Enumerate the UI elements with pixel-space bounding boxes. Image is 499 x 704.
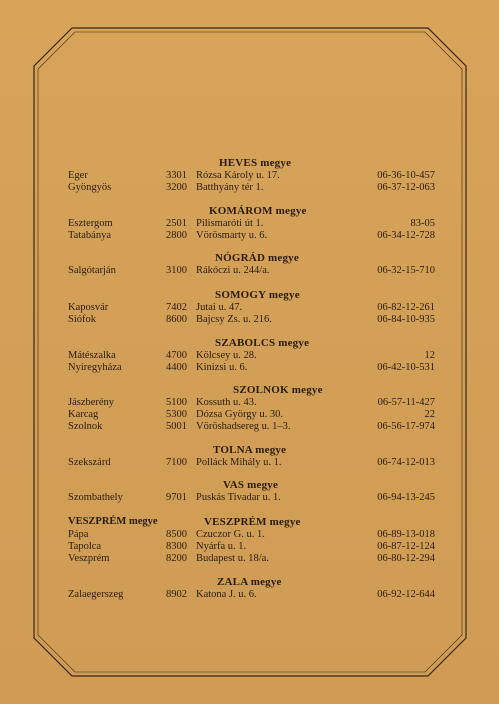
street-address: Kossuth u. 43. (196, 397, 257, 408)
county-heading: NÓGRÁD megye (215, 252, 299, 264)
county-heading: SOMOGY megye (215, 289, 300, 301)
city-name: Gyöngyös (68, 182, 112, 193)
list-item (0, 170, 499, 182)
county-heading: SZABOLCS megye (215, 337, 310, 349)
county-heading: VESZPRÉM megye (204, 516, 301, 528)
city-name: Salgótarján (68, 265, 116, 276)
street-address: Polláck Mihály u. 1. (196, 457, 282, 468)
postal-code: 4700 (166, 350, 187, 361)
list-item (0, 182, 499, 194)
phone-number: 06-34-12-728 (377, 230, 435, 241)
street-address: Czuczor G. u. 1. (196, 529, 265, 540)
phone-number: 06-37-12-063 (377, 182, 435, 193)
phone-number: 12 (424, 350, 435, 361)
county-heading: VAS megye (223, 479, 279, 491)
city-name: Eger (68, 170, 88, 181)
postal-code: 8300 (166, 541, 187, 552)
city-name: Veszprém (68, 553, 110, 564)
phone-number: 06-80-12-294 (377, 553, 435, 564)
phone-number: 22 (424, 409, 435, 420)
list-item (0, 457, 499, 469)
phone-number: 83-05 (410, 218, 435, 229)
list-item (0, 350, 499, 362)
list-item (0, 553, 499, 565)
street-address: Puskás Tivadar u. 1. (196, 492, 281, 503)
city-name: Siófok (68, 314, 97, 325)
street-address: Jutai u. 47. (196, 302, 243, 313)
city-name: Nyíregyháza (68, 362, 122, 373)
postal-code: 7100 (166, 457, 187, 468)
postal-code: 8500 (166, 529, 187, 540)
city-name: Karcag (68, 409, 99, 420)
city-name: Mátészalka (68, 350, 116, 361)
phone-number: 06-32-15-710 (377, 265, 435, 276)
postal-code: 2501 (166, 218, 187, 229)
list-item (0, 218, 499, 230)
county-heading: SZOLNOK megye (233, 384, 323, 396)
list-item (0, 302, 499, 314)
street-address: Pilismaróti út 1. (196, 218, 264, 229)
postal-code: 9701 (166, 492, 187, 503)
street-address: Kinizsi u. 6. (196, 362, 248, 373)
phone-number: 06-74-12-013 (377, 457, 435, 468)
street-address: Vörösmarty u. 6. (196, 230, 268, 241)
city-name: Zalaegerszeg (68, 589, 124, 600)
list-item (0, 362, 499, 374)
street-address: Kölcsey u. 28. (196, 350, 257, 361)
street-address: Rákóczi u. 244/a. (196, 265, 270, 276)
county-label-left: VESZPRÉM megye (68, 516, 158, 527)
phone-number: 06-82-12-261 (377, 302, 435, 313)
postal-code: 5001 (166, 421, 187, 432)
phone-number: 06-84-10-935 (377, 314, 435, 325)
city-name: Esztergom (68, 218, 113, 229)
postal-code: 2800 (166, 230, 187, 241)
county-heading: KOMÁROM megye (209, 205, 307, 217)
phone-number: 06-92-12-644 (377, 589, 435, 600)
street-address: Dózsa György u. 30. (196, 409, 284, 420)
postal-code: 3301 (166, 170, 187, 181)
street-address: Rózsa Károly u. 17. (196, 170, 280, 181)
city-name: Szekszárd (68, 457, 111, 468)
list-item (0, 265, 499, 277)
phone-number: 06-42-10-531 (377, 362, 435, 373)
postal-code: 8600 (166, 314, 187, 325)
street-address: Budapest u. 18/a. (196, 553, 269, 564)
county-heading-row (0, 516, 499, 528)
list-item (0, 397, 499, 409)
phone-number: 06-36-10-457 (377, 170, 435, 181)
list-item (0, 421, 499, 433)
county-heading: TOLNA megye (213, 444, 287, 456)
city-name: Kaposvár (68, 302, 109, 313)
postal-code: 8902 (166, 589, 187, 600)
street-address: Batthyány tér 1. (196, 182, 264, 193)
list-item (0, 409, 499, 421)
phone-number: 06-56-17-974 (377, 421, 435, 432)
city-name: Szombathely (68, 492, 123, 503)
street-address: Katona J. u. 6. (196, 589, 257, 600)
county-heading: HEVES megye (219, 157, 292, 169)
phone-number: 06-94-13-245 (377, 492, 435, 503)
county-heading: ZALA megye (217, 576, 282, 588)
city-name: Tapolca (68, 541, 102, 552)
phone-number: 06-87-12-124 (377, 541, 435, 552)
phone-number: 06-57-11-427 (377, 397, 435, 408)
list-item (0, 589, 499, 601)
postal-code: 3100 (166, 265, 187, 276)
street-address: Vöröshadsereg u. 1–3. (196, 421, 291, 432)
postal-code: 7402 (166, 302, 187, 313)
postal-code: 4400 (166, 362, 187, 373)
street-address: Nyárfa u. 1. (196, 541, 247, 552)
list-item (0, 541, 499, 553)
street-address: Bajcsy Zs. u. 216. (196, 314, 272, 325)
city-name: Szolnok (68, 421, 103, 432)
list-item (0, 230, 499, 242)
phone-number: 06-89-13-018 (377, 529, 435, 540)
postal-code: 3200 (166, 182, 187, 193)
postal-code: 5100 (166, 397, 187, 408)
list-item (0, 492, 499, 504)
postal-code: 5300 (166, 409, 187, 420)
list-item (0, 529, 499, 541)
city-name: Pápa (68, 529, 89, 540)
city-name: Tatabánya (68, 230, 111, 241)
city-name: Jászberény (68, 397, 115, 408)
list-item (0, 314, 499, 326)
postal-code: 8200 (166, 553, 187, 564)
